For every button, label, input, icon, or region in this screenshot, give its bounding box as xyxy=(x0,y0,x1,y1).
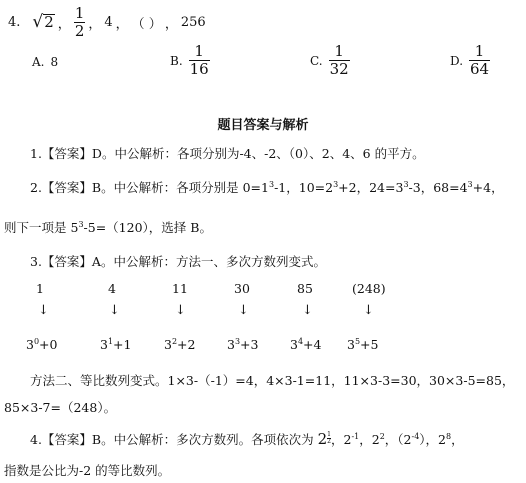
answer-2-line2: 则下一项是 $5^3-5=(120)$，选择 B。 xyxy=(4,219,212,235)
down-arrow-icon: ↓ xyxy=(175,303,186,318)
term-last: 256 xyxy=(180,15,206,30)
sep: ， xyxy=(164,17,178,32)
seq-bottom-1: $3^1+1$ xyxy=(100,336,132,352)
seq-top-1: 4 xyxy=(108,281,116,296)
question-number: 4. xyxy=(8,15,21,30)
method-2-line2: 85×3-7=（248）。 xyxy=(4,400,117,415)
seq-top-2: 11 xyxy=(172,281,188,296)
sep: ， xyxy=(88,17,102,32)
option-b: B. $\frac{1}{16}$ xyxy=(170,42,209,78)
term-third: 4 xyxy=(104,15,113,30)
answer-1: 1.【答案】D。中公解析：各项分别为-4、-2、（0）、2、4、6 的平方。 xyxy=(30,146,425,161)
sep: ， xyxy=(115,17,129,32)
blank-term: （ ） xyxy=(131,17,162,32)
fraction-half: $\frac{1}{2}$ xyxy=(74,4,85,40)
seq-top-5: (248) xyxy=(352,281,386,296)
option-d: D. $\frac{1}{64}$ xyxy=(450,42,490,78)
answer-4-line1: 4.【答案】B。中公解析：多次方数列。各项依次为 2 $\frac{1}{2}$ ，$2^{-1}$，$2^2$，$(2^{-4})$，$2^8$， xyxy=(30,430,464,448)
seq-bottom-5: $3^5+5$ xyxy=(347,336,379,352)
section-title: 题目答案与解析 xyxy=(217,118,309,133)
down-arrow-icon: ↓ xyxy=(302,303,313,318)
answer-3: 3.【答案】A。中公解析：方法一、多次方数列变式。 xyxy=(30,254,326,269)
sqrt-term: √ 2 xyxy=(32,12,54,32)
answer-4-line2: 指数是公比为-2 的等比数列。 xyxy=(4,463,171,478)
seq-bottom-3: $3^3+3$ xyxy=(227,336,259,352)
down-arrow-icon: ↓ xyxy=(363,303,374,318)
sep: ， xyxy=(57,17,71,32)
exponent-fraction: $\frac{1}{2}$ xyxy=(327,431,331,445)
seq-top-4: 85 xyxy=(297,281,313,296)
seq-top-3: 30 xyxy=(234,281,250,296)
sqrt-radicand: 2 xyxy=(44,13,54,32)
seq-top-0: 1 xyxy=(36,281,44,296)
down-arrow-icon: ↓ xyxy=(238,303,249,318)
answer-2-line1: 2.【答案】B。中公解析：各项分别是 $0=1^3-1$，$10=2^3+2$，$24=3^3-3$，$68=4^3+4$， xyxy=(30,179,504,195)
down-arrow-icon: ↓ xyxy=(38,303,49,318)
option-c: C. $\frac{1}{32}$ xyxy=(310,42,349,78)
option-a: A. 8 xyxy=(32,55,59,69)
method-2-line1: 方法二、等比数列变式。1×3-（-1）=4，4×3-1=11，11×3-3=30，30×3-5=85， xyxy=(30,373,515,388)
seq-bottom-0: $3^0+0$ xyxy=(26,336,58,352)
question-line xyxy=(8,6,206,39)
seq-bottom-2: $3^2+2$ xyxy=(164,336,196,352)
seq-bottom-4: $3^4+4$ xyxy=(290,336,322,352)
down-arrow-icon: ↓ xyxy=(109,303,120,318)
